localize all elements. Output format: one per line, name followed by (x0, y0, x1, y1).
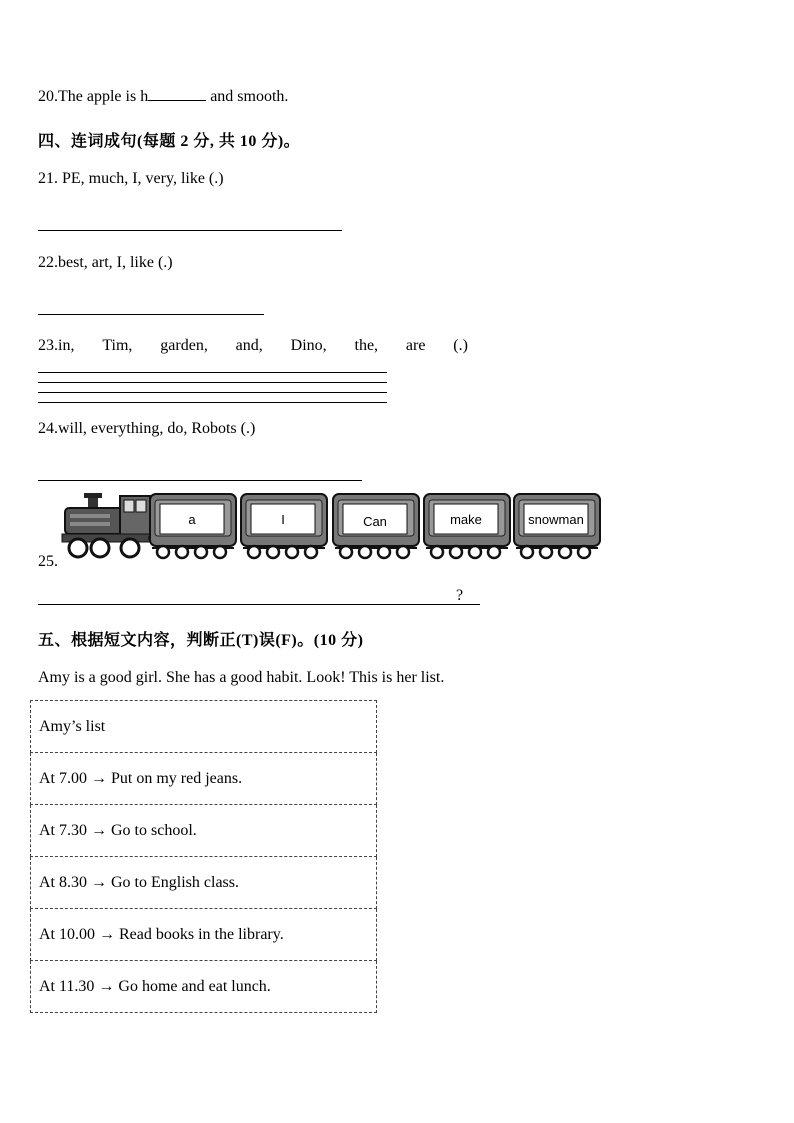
arrow-right-icon: → (99, 925, 115, 943)
word: Dino, (290, 337, 327, 354)
word: garden, (160, 337, 208, 354)
writing-line[interactable] (38, 382, 387, 383)
table-cell (31, 961, 377, 1013)
table-cell (31, 805, 377, 857)
train-car-word: Can (363, 514, 387, 529)
table-row (31, 753, 377, 805)
table-row (31, 701, 377, 753)
answer-line-21[interactable] (38, 230, 342, 231)
train-illustration (60, 490, 605, 570)
word: are (405, 337, 426, 354)
train-car (150, 494, 236, 558)
word: the, (354, 337, 379, 354)
time-text: At 8.30 (39, 873, 87, 891)
task-text: Go to English class. (111, 873, 239, 891)
amy-list-table (30, 700, 377, 1013)
question-21: 21. PE, much, I, very, like (.) (38, 170, 224, 187)
time-text: At 7.00 (39, 769, 87, 787)
table-row (31, 805, 377, 857)
train-car (424, 494, 510, 558)
arrow-right-icon: → (98, 977, 115, 995)
table-row (31, 961, 377, 1013)
answer-line-24[interactable] (38, 480, 362, 481)
section-4-title: 四、连词成句(每题 2 分, 共 10 分)。 (38, 133, 301, 150)
train-car-word: make (450, 512, 482, 527)
arrow-right-icon: → (91, 821, 107, 839)
writing-line[interactable] (38, 402, 387, 403)
word: and, (235, 337, 263, 354)
table-cell (31, 909, 377, 961)
question-25-end-mark: ? (456, 587, 464, 604)
question-23 (38, 337, 468, 355)
task-text: Go home and eat lunch. (118, 977, 271, 995)
question-20-text-after: and smooth. (206, 88, 289, 105)
answer-line-22[interactable] (38, 314, 264, 315)
train-car-word: snowman (528, 512, 584, 527)
passage-text: Amy is a good girl. She has a good habit. Look! This is her list. (38, 669, 445, 686)
question-20 (38, 86, 288, 106)
answer-line-25[interactable] (38, 604, 480, 605)
word: Tim, (102, 337, 133, 354)
time-text: At 11.30 (39, 977, 95, 995)
writing-line[interactable] (38, 392, 387, 393)
word: 23.in, (38, 337, 75, 354)
table-cell (31, 857, 377, 909)
task-text: Go to school. (111, 821, 197, 839)
word: (.) (453, 337, 468, 354)
section-5-title: 五、根据短文内容，判断正(T)误(F)。(10 分) (38, 632, 364, 649)
time-text: At 7.30 (39, 821, 87, 839)
writing-line[interactable] (38, 372, 387, 373)
arrow-right-icon: → (91, 873, 107, 891)
train-car (241, 494, 327, 558)
locomotive-icon (62, 493, 150, 557)
time-text: At 10.00 (39, 925, 95, 943)
table-row (31, 857, 377, 909)
train-car (514, 494, 600, 558)
question-24: 24.will, everything, do, Robots (.) (38, 420, 256, 437)
question-25-number: 25. (38, 553, 58, 570)
train-car-word: a (188, 512, 196, 527)
task-text: Read books in the library. (119, 925, 284, 943)
question-20-text-before: 20.The apple is h (38, 88, 149, 105)
table-header-cell: Amy’s list (31, 701, 377, 753)
arrow-right-icon: → (91, 769, 107, 787)
table-row (31, 909, 377, 961)
train-car (333, 494, 419, 558)
train-car-word: I (281, 512, 285, 527)
table-cell (31, 753, 377, 805)
fill-blank[interactable] (148, 86, 206, 101)
question-22: 22.best, art, I, like (.) (38, 254, 173, 271)
task-text: Put on my red jeans. (111, 769, 243, 787)
